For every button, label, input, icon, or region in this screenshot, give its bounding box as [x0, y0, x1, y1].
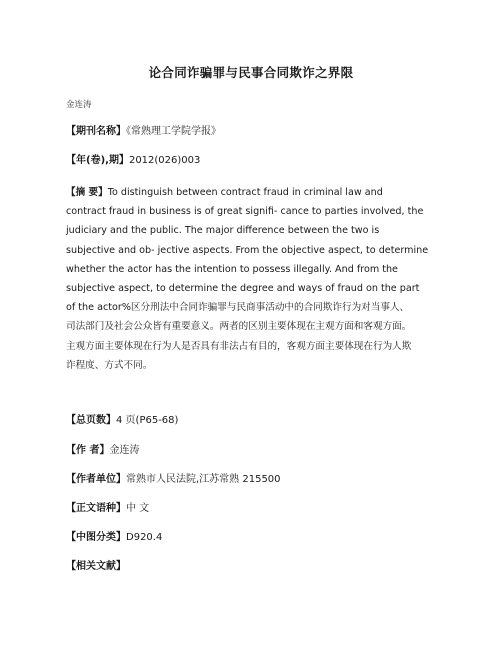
journal-value: 《常熟理工学院学报》 — [126, 126, 221, 137]
abstract-label: 【摘 要】 — [66, 187, 108, 198]
document-title: 论合同诈骗罪与民事合同欺诈之界限 — [148, 65, 354, 80]
abstract-line: 主观方面主要体现在行为人是否具有非法占有目的，客观方面主要体现在行为人欺 — [66, 340, 412, 352]
pages-value: 4 页(P65-68) — [116, 415, 179, 426]
related-label: 【相关文献】 — [66, 561, 126, 572]
language-field — [66, 502, 149, 515]
related-field — [66, 560, 126, 573]
abstract-line: subjective and ob- jective aspects. From the objective aspect, to determine — [66, 244, 429, 256]
language-label: 【正文语种】 — [66, 503, 126, 514]
abstract-line: judiciary and the public. The major difference between the two is — [66, 225, 380, 237]
classification-field — [66, 531, 162, 544]
journal-field — [66, 125, 221, 138]
language-value: 中 文 — [126, 503, 150, 514]
abstract-line: 诈程度、方式不同。 — [66, 359, 153, 371]
abstract-line: whether the actor has the intention to possess illegally. And from the — [66, 263, 398, 275]
pages-field — [66, 414, 178, 427]
abstract-line-1 — [66, 183, 438, 202]
classification-value: D920.4 — [126, 532, 163, 543]
abstract-text-1: To distinguish between contract fraud in criminal law and — [107, 187, 383, 198]
abstract-line: of the actor%区分刑法中合同诈骗罪与民商事活动中的合同欺诈行为对当事人、 — [66, 302, 410, 314]
author-value: 金连涛 — [109, 445, 140, 456]
classification-label: 【中图分类】 — [66, 532, 126, 543]
pages-label: 【总页数】 — [66, 415, 116, 426]
author-label: 【作 者】 — [66, 445, 110, 456]
journal-label: 【期刊名称】 — [66, 126, 126, 137]
year-issue-field — [66, 154, 200, 167]
abstract-line: contract fraud in business is of great signifi- cance to parties involved, the — [66, 206, 424, 218]
abstract-block — [66, 183, 438, 375]
author-byline: 金连涛 — [66, 100, 92, 110]
abstract-line: subjective aspect, to determine the degree and ways of fraud on the part — [66, 283, 420, 295]
year-issue-value: 2012(026)003 — [128, 155, 201, 166]
author-field — [66, 444, 139, 457]
year-issue-label: 【年(卷),期】 — [66, 155, 129, 166]
abstract-line: 司法部门及社会公众皆有重要意义。两者的区别主要体现在主观方面和客观方面。 — [66, 321, 412, 333]
affiliation-value: 常熟市人民法院,江苏常熟 215500 — [126, 474, 281, 485]
affiliation-label: 【作者单位】 — [66, 474, 126, 485]
affiliation-field — [66, 473, 281, 486]
